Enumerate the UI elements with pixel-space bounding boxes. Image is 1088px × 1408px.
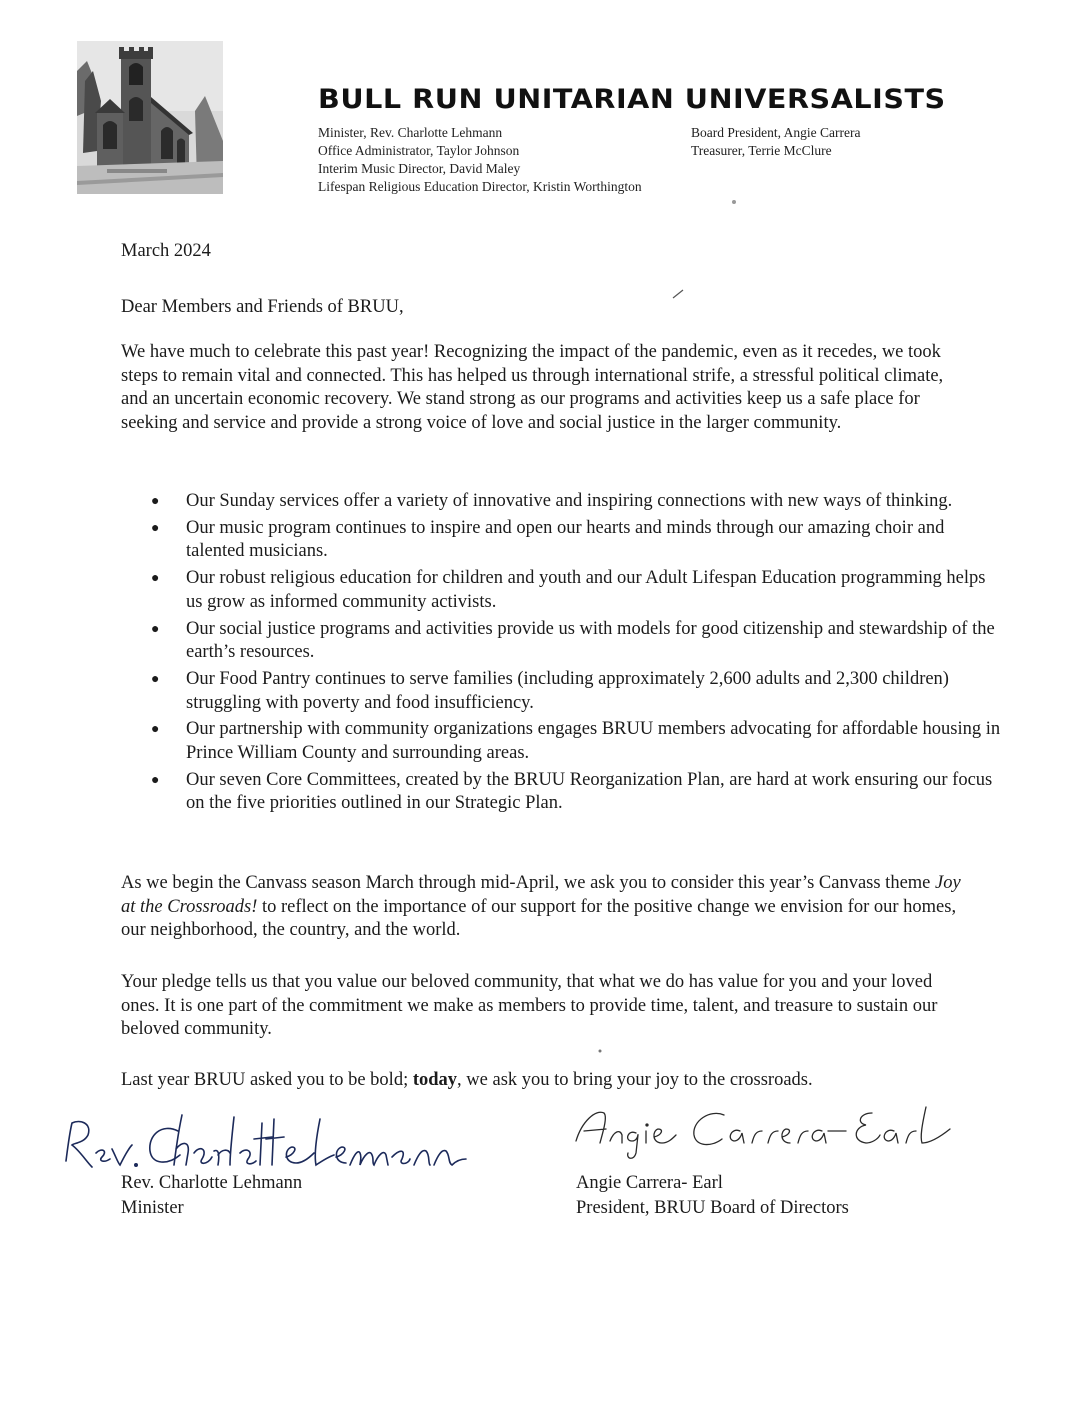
- list-item: [121, 567, 1001, 614]
- list-item-text: Our Food Pantry continues to serve families (including approximately 2,600 adults and 2,300 children) struggling with poverty and food insufficiency.: [186, 668, 949, 713]
- bullet-icon: ●: [151, 494, 160, 509]
- list-item: [121, 517, 1001, 564]
- closing-emphasis: today: [412, 1070, 458, 1090]
- church-photo: [77, 41, 223, 194]
- bullet-icon: ●: [151, 571, 160, 587]
- organization-name: BULL RUN UNITARIAN UNIVERSALISTS: [318, 84, 946, 115]
- intro-paragraph: We have much to celebrate this past year! Recognizing the impact of the pandemic, even as it recedes, we took steps to remain vital and connected. This has helped us through international strife, a stressful political climate, and an uncertain economic recovery. We stand strong as our programs and activities keep us a safe place for seeking and service and provide a strong voice of love and social justice in the larger community.: [121, 342, 944, 434]
- list-item: [121, 769, 1001, 816]
- list-item: [121, 718, 1001, 765]
- letter-date: March 2024: [121, 241, 211, 261]
- list-item-text: Our music program continues to inspire and open our hearts and minds through our amazing choir and talented musicians.: [186, 517, 945, 562]
- bullet-icon: ●: [151, 621, 160, 637]
- bullet-icon: ●: [151, 722, 160, 738]
- list-item-text: Our robust religious education for children and youth and our Adult Lifespan Education programming helps us grow as informed community activists.: [186, 568, 986, 612]
- minister-signature-block: [121, 1171, 302, 1221]
- staff-line: Board President, Angie Carrera: [691, 125, 861, 140]
- signer-name: Rev. Charlotte Lehmann: [121, 1173, 303, 1193]
- staff-line: Treasurer, Terrie McClure: [691, 143, 832, 158]
- canvass-paragraph: [121, 872, 971, 943]
- signer-title: Minister: [121, 1198, 184, 1218]
- staff-line: Minister, Rev. Charlotte Lehmann: [318, 125, 503, 140]
- staff-list-left: [318, 124, 642, 196]
- bullet-icon: ●: [151, 772, 160, 788]
- accomplishments-list: [121, 490, 1001, 819]
- list-item: [121, 668, 1001, 715]
- closing-text: , we ask you to bring your joy to the crossroads.: [457, 1070, 813, 1090]
- list-item-text: Our partnership with community organizations engages BRUU members advocating for affordable housing in Prince William County and surrounding areas.: [186, 719, 1001, 764]
- closing-paragraph: [121, 1069, 971, 1093]
- scan-speck: [597, 1048, 603, 1054]
- bullet-icon: ●: [151, 671, 160, 687]
- canvass-theme: Joy at the Crossroads!: [121, 873, 961, 917]
- scan-speck: [731, 199, 737, 205]
- closing-text: Last year BRUU asked you to be bold;: [121, 1070, 413, 1090]
- canvass-text: to reflect on the importance of our support for the positive change we envision for our homes, our neighborhood, the country, and the world.: [121, 896, 957, 941]
- president-signature-block: [576, 1171, 849, 1221]
- list-item-text: Our social justice programs and activities provide us with models for good citizenship and stewardship of the earth’s resources.: [186, 618, 995, 663]
- pledge-paragraph: Your pledge tells us that you value our beloved community, that what we do has value for you and your loved ones. It is one part of the commitment we make as members to provide time, talent, and treasure to sustain our beloved community.: [121, 972, 938, 1040]
- list-item-text: Our Sunday services offer a variety of innovative and inspiring connections with new ways of thinking.: [186, 491, 953, 511]
- minister-signature: [58, 1109, 468, 1177]
- staff-line: Lifespan Religious Education Director, Kristin Worthington: [318, 179, 642, 194]
- list-item: [121, 490, 1001, 514]
- list-item-text: Our seven Core Committees, created by the BRUU Reorganization Plan, are hard at work ensuring our focus on the five priorities outlined in our Strategic Plan.: [186, 769, 993, 814]
- canvass-text: As we begin the Canvass season March through mid-April, we ask you to consider this year’s Canvass theme: [121, 873, 936, 893]
- salutation: Dear Members and Friends of BRUU,: [121, 297, 404, 317]
- president-signature: [572, 1101, 952, 1163]
- staff-list-right: [691, 124, 860, 160]
- staff-line: Interim Music Director, David Maley: [318, 161, 521, 176]
- list-item: [121, 618, 1001, 665]
- bullet-icon: ●: [151, 520, 160, 536]
- signer-title: President, BRUU Board of Directors: [576, 1198, 849, 1218]
- staff-line: Office Administrator, Taylor Johnson: [318, 143, 520, 158]
- scan-mark: [672, 289, 684, 299]
- signer-name: Angie Carrera- Earl: [576, 1173, 723, 1193]
